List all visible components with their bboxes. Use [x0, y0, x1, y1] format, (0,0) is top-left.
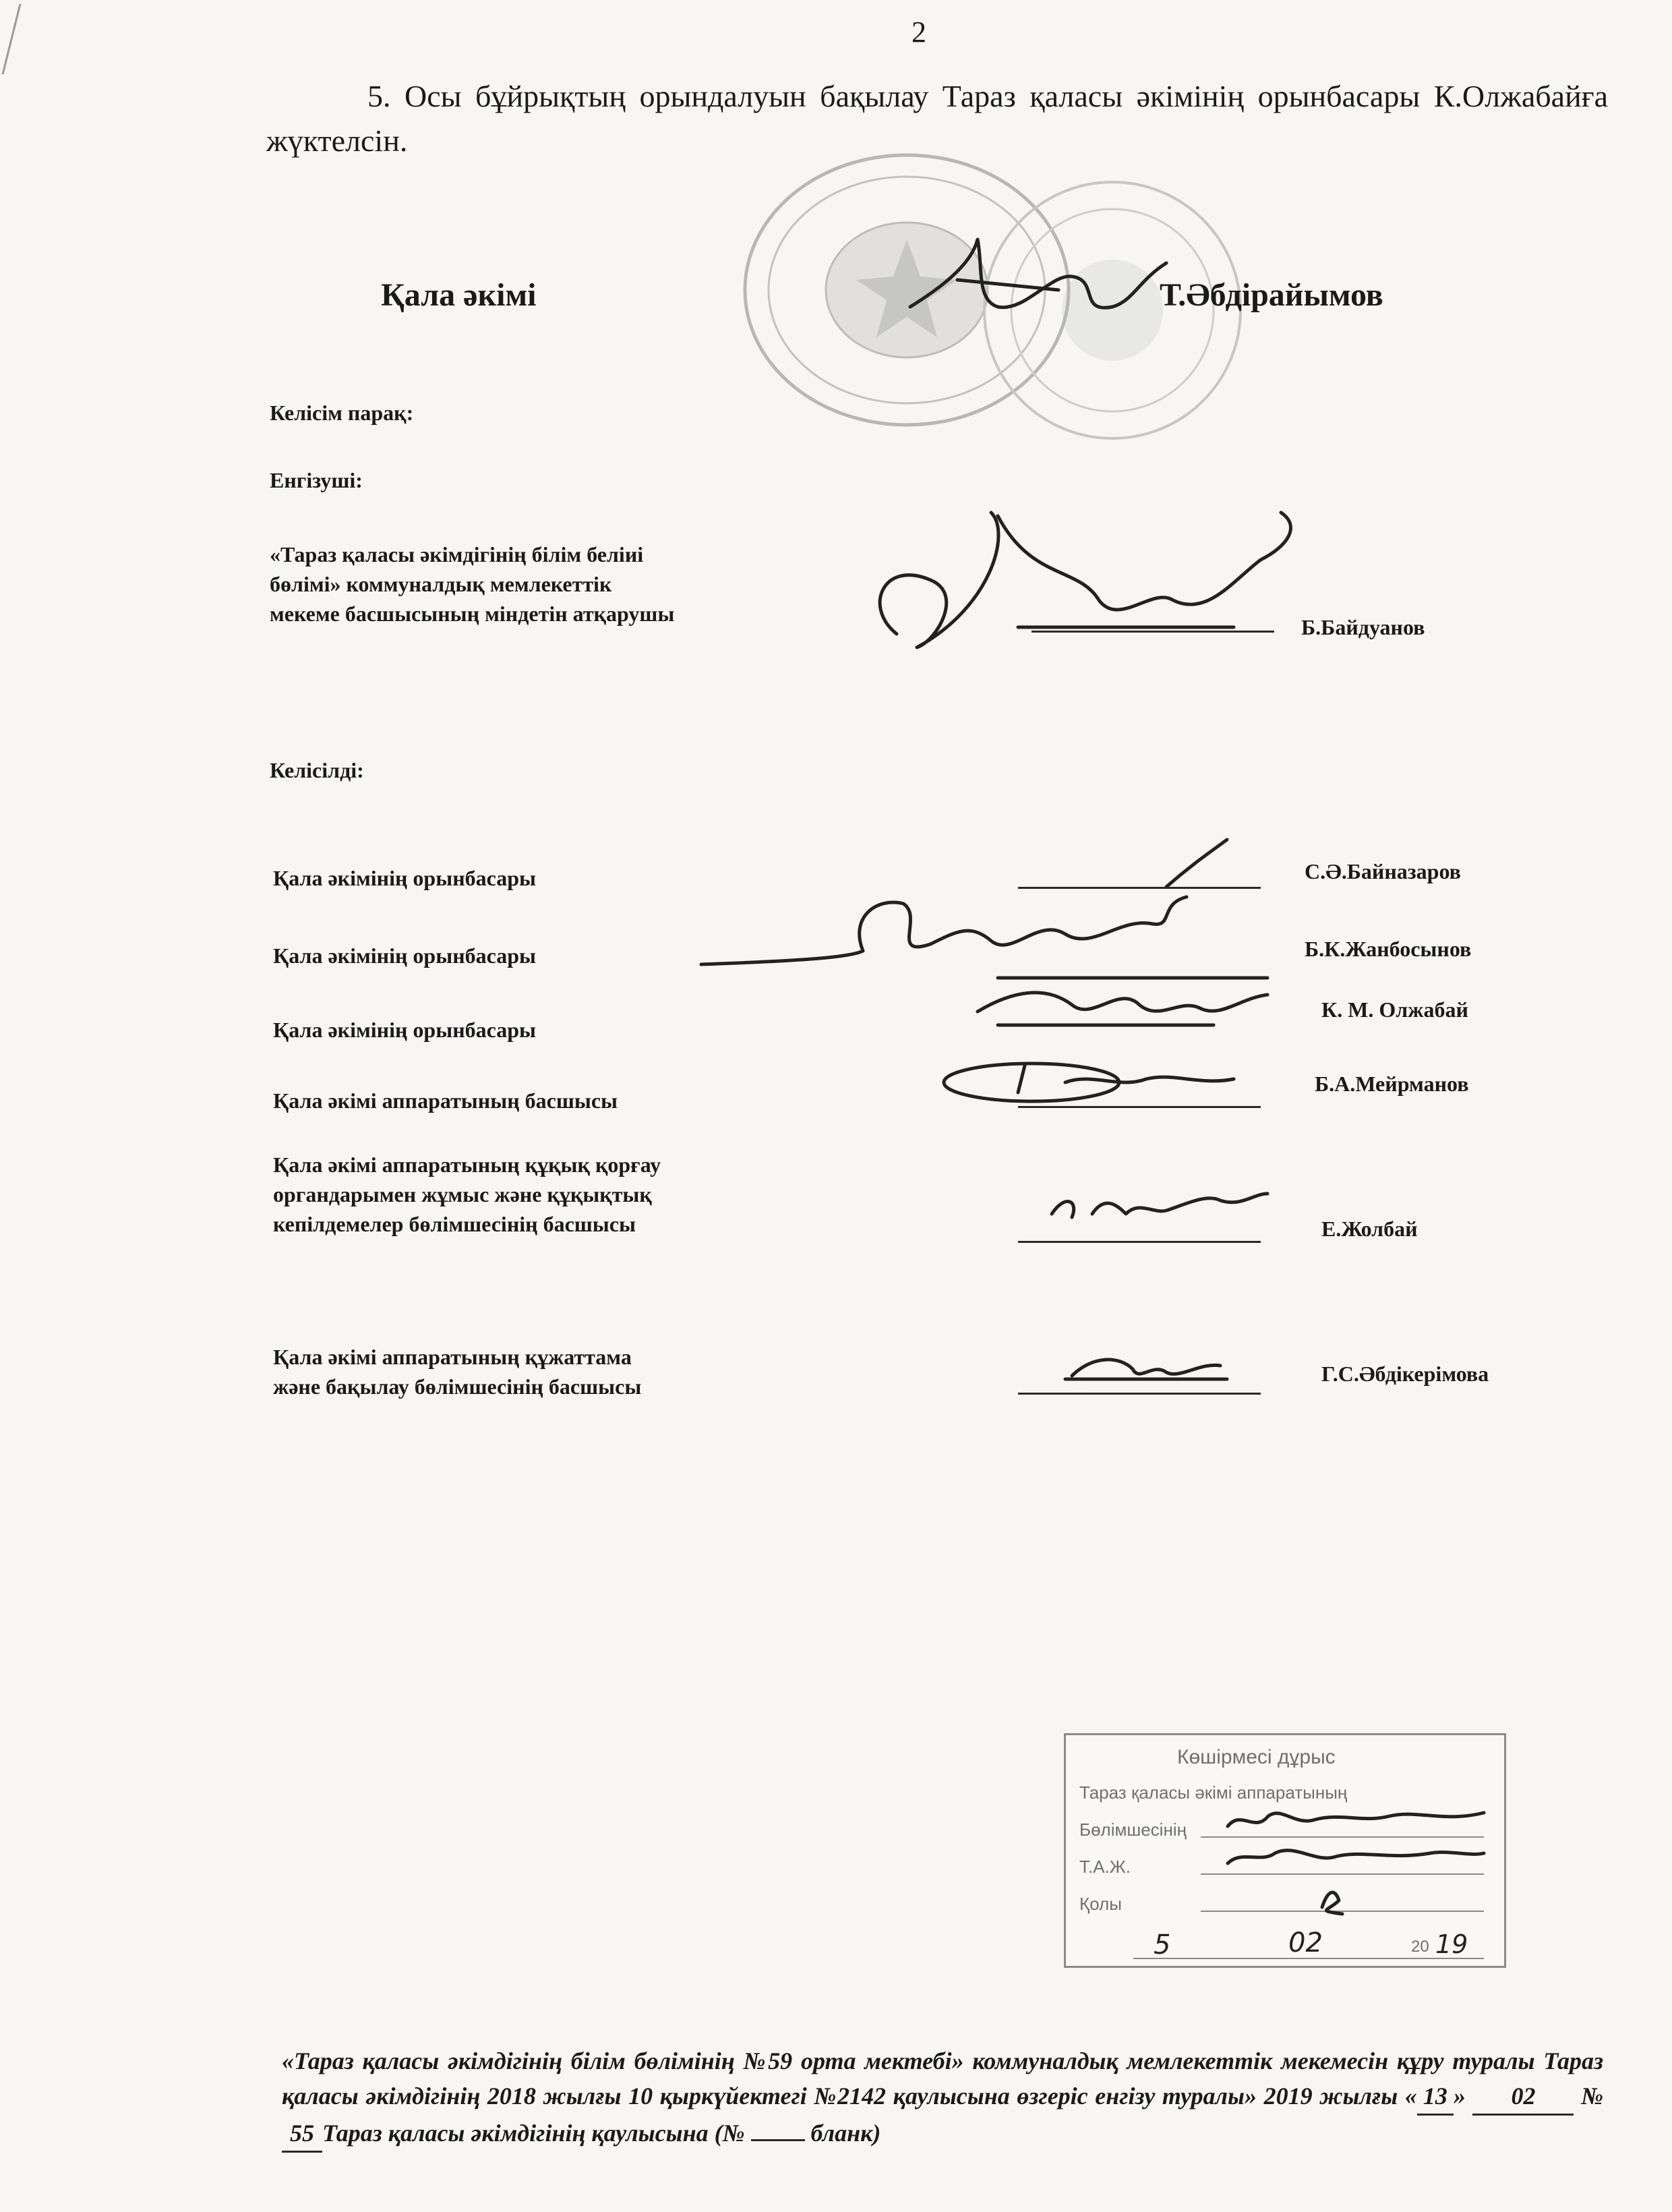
stamp-title: Көшірмесі дұрыс	[1177, 1746, 1336, 1768]
signatory-signature	[1052, 1342, 1267, 1396]
footer-quote-close: »	[1453, 2083, 1466, 2109]
page-number: 2	[912, 16, 926, 49]
stamp-line: Тараз қаласы әкімі аппаратының	[1079, 1782, 1348, 1803]
signatory-signature	[930, 1045, 1281, 1113]
signatory-name: С.Ә.Байназаров	[1305, 859, 1461, 883]
stamp-date-month: 02	[1288, 1927, 1323, 1958]
signatory-signature	[1038, 1173, 1281, 1234]
signatory-position	[273, 1150, 880, 1239]
signatory-position-line: органдарымен жұмыс және құқықтық	[273, 1182, 652, 1206]
stamp-handwriting	[1214, 1799, 1497, 1924]
stamp-line-label: Қолы	[1079, 1894, 1122, 1914]
submitter-position-line: мекеме басшысының міндетін атқарушы	[270, 602, 675, 626]
footer-number: 55	[282, 2116, 322, 2153]
signatory-position-line: және бақылау бөлімшесінің басшысы	[273, 1374, 642, 1399]
submitter-position	[270, 540, 863, 629]
signatory-name: К. М. Олжабай	[1321, 997, 1468, 1022]
scan-edge-mark	[0, 0, 27, 81]
footer-number-label: №	[1581, 2083, 1604, 2109]
signatory-position-line: Қала әкімі аппаратының құқық қорғау	[273, 1153, 661, 1177]
head-title: Қала әкімі	[381, 277, 537, 313]
signatory-signature-line	[1018, 1106, 1261, 1108]
footer-month: 02	[1472, 2078, 1574, 2116]
signatory-position: Қала әкімінің орынбасары	[273, 866, 537, 890]
footer-reference	[282, 2043, 1603, 2153]
signatory-signature	[957, 958, 1294, 1039]
agreement-title: Келісім парақ:	[270, 401, 414, 425]
stamp-line-label: Т.А.Ж.	[1079, 1857, 1131, 1877]
submitted-label: Енгізуші:	[270, 468, 363, 492]
head-name: Т.Әбдірайымов	[1160, 277, 1383, 313]
signatory-name: Г.С.Әбдікерімова	[1321, 1362, 1489, 1386]
signatory-position: Қала әкімінің орынбасары	[273, 943, 537, 968]
stamp-line-label: Бөлімшесінің	[1079, 1820, 1187, 1840]
signatory-position	[273, 1342, 880, 1401]
signatory-position-line: кепілдемелер бөлімшесінің басшысы	[273, 1212, 636, 1236]
footer-day: 13	[1417, 2078, 1454, 2116]
stamp-date-day: 5	[1154, 1929, 1171, 1960]
agreed-label: Келісілді:	[270, 758, 364, 782]
footer-text-before: «Тараз қаласы әкімдігінің білім бөлімінің №59 орта мектебі» коммуналдық мемлекеттік мекемесін құру туралы Тараз қаласы әкімдігінің 2018 жылғы 10 қыркүйектегі №2142 қаулысына өзгеріс енгізу туралы» 2019 жылғы «	[282, 2047, 1603, 2109]
certified-copy-stamp	[1064, 1733, 1506, 1968]
head-signature	[897, 226, 1180, 334]
footer-blank-field	[751, 2139, 805, 2141]
stamp-date-year-suffix: 19	[1435, 1929, 1468, 1959]
signatory-position-line: Қала әкімі аппаратының құжаттама	[273, 1345, 632, 1369]
stamp-date-line	[1133, 1958, 1484, 1959]
signatory-name: Б.А.Мейрманов	[1315, 1072, 1469, 1096]
footer-text-after: Тараз қаласы әкімдігінің қаулысына (№	[322, 2120, 745, 2147]
submitter-signature-line	[1032, 631, 1274, 633]
submitter-position-line: «Тараз қаласы әкімдігінің білім беліиі	[270, 542, 644, 566]
submitter-signature	[856, 499, 1328, 674]
paragraph-5-text: 5. Осы бұйрықтың орындалуын бақылау Тараз қаласы әкімінің орынбасары К.Олжабайға жүктелсін.	[266, 79, 1608, 158]
signatory-name: Е.Жолбай	[1321, 1217, 1418, 1241]
signatory-position: Қала әкімінің орынбасары	[273, 1018, 537, 1042]
signatory-name: Б.К.Жанбосынов	[1305, 937, 1472, 961]
stamp-date-year-prefix: 20	[1411, 1938, 1429, 1956]
signatory-signature-line	[1018, 1241, 1261, 1243]
submitter-position-line: бөлімі» коммуналдық мемлекеттік	[270, 572, 612, 596]
signatory-position: Қала әкімі аппаратының басшысы	[273, 1088, 618, 1113]
signatory-signature-line	[1018, 1393, 1261, 1395]
footer-closing: бланк)	[810, 2120, 881, 2147]
submitter-name: Б.Байдуанов	[1301, 615, 1425, 639]
